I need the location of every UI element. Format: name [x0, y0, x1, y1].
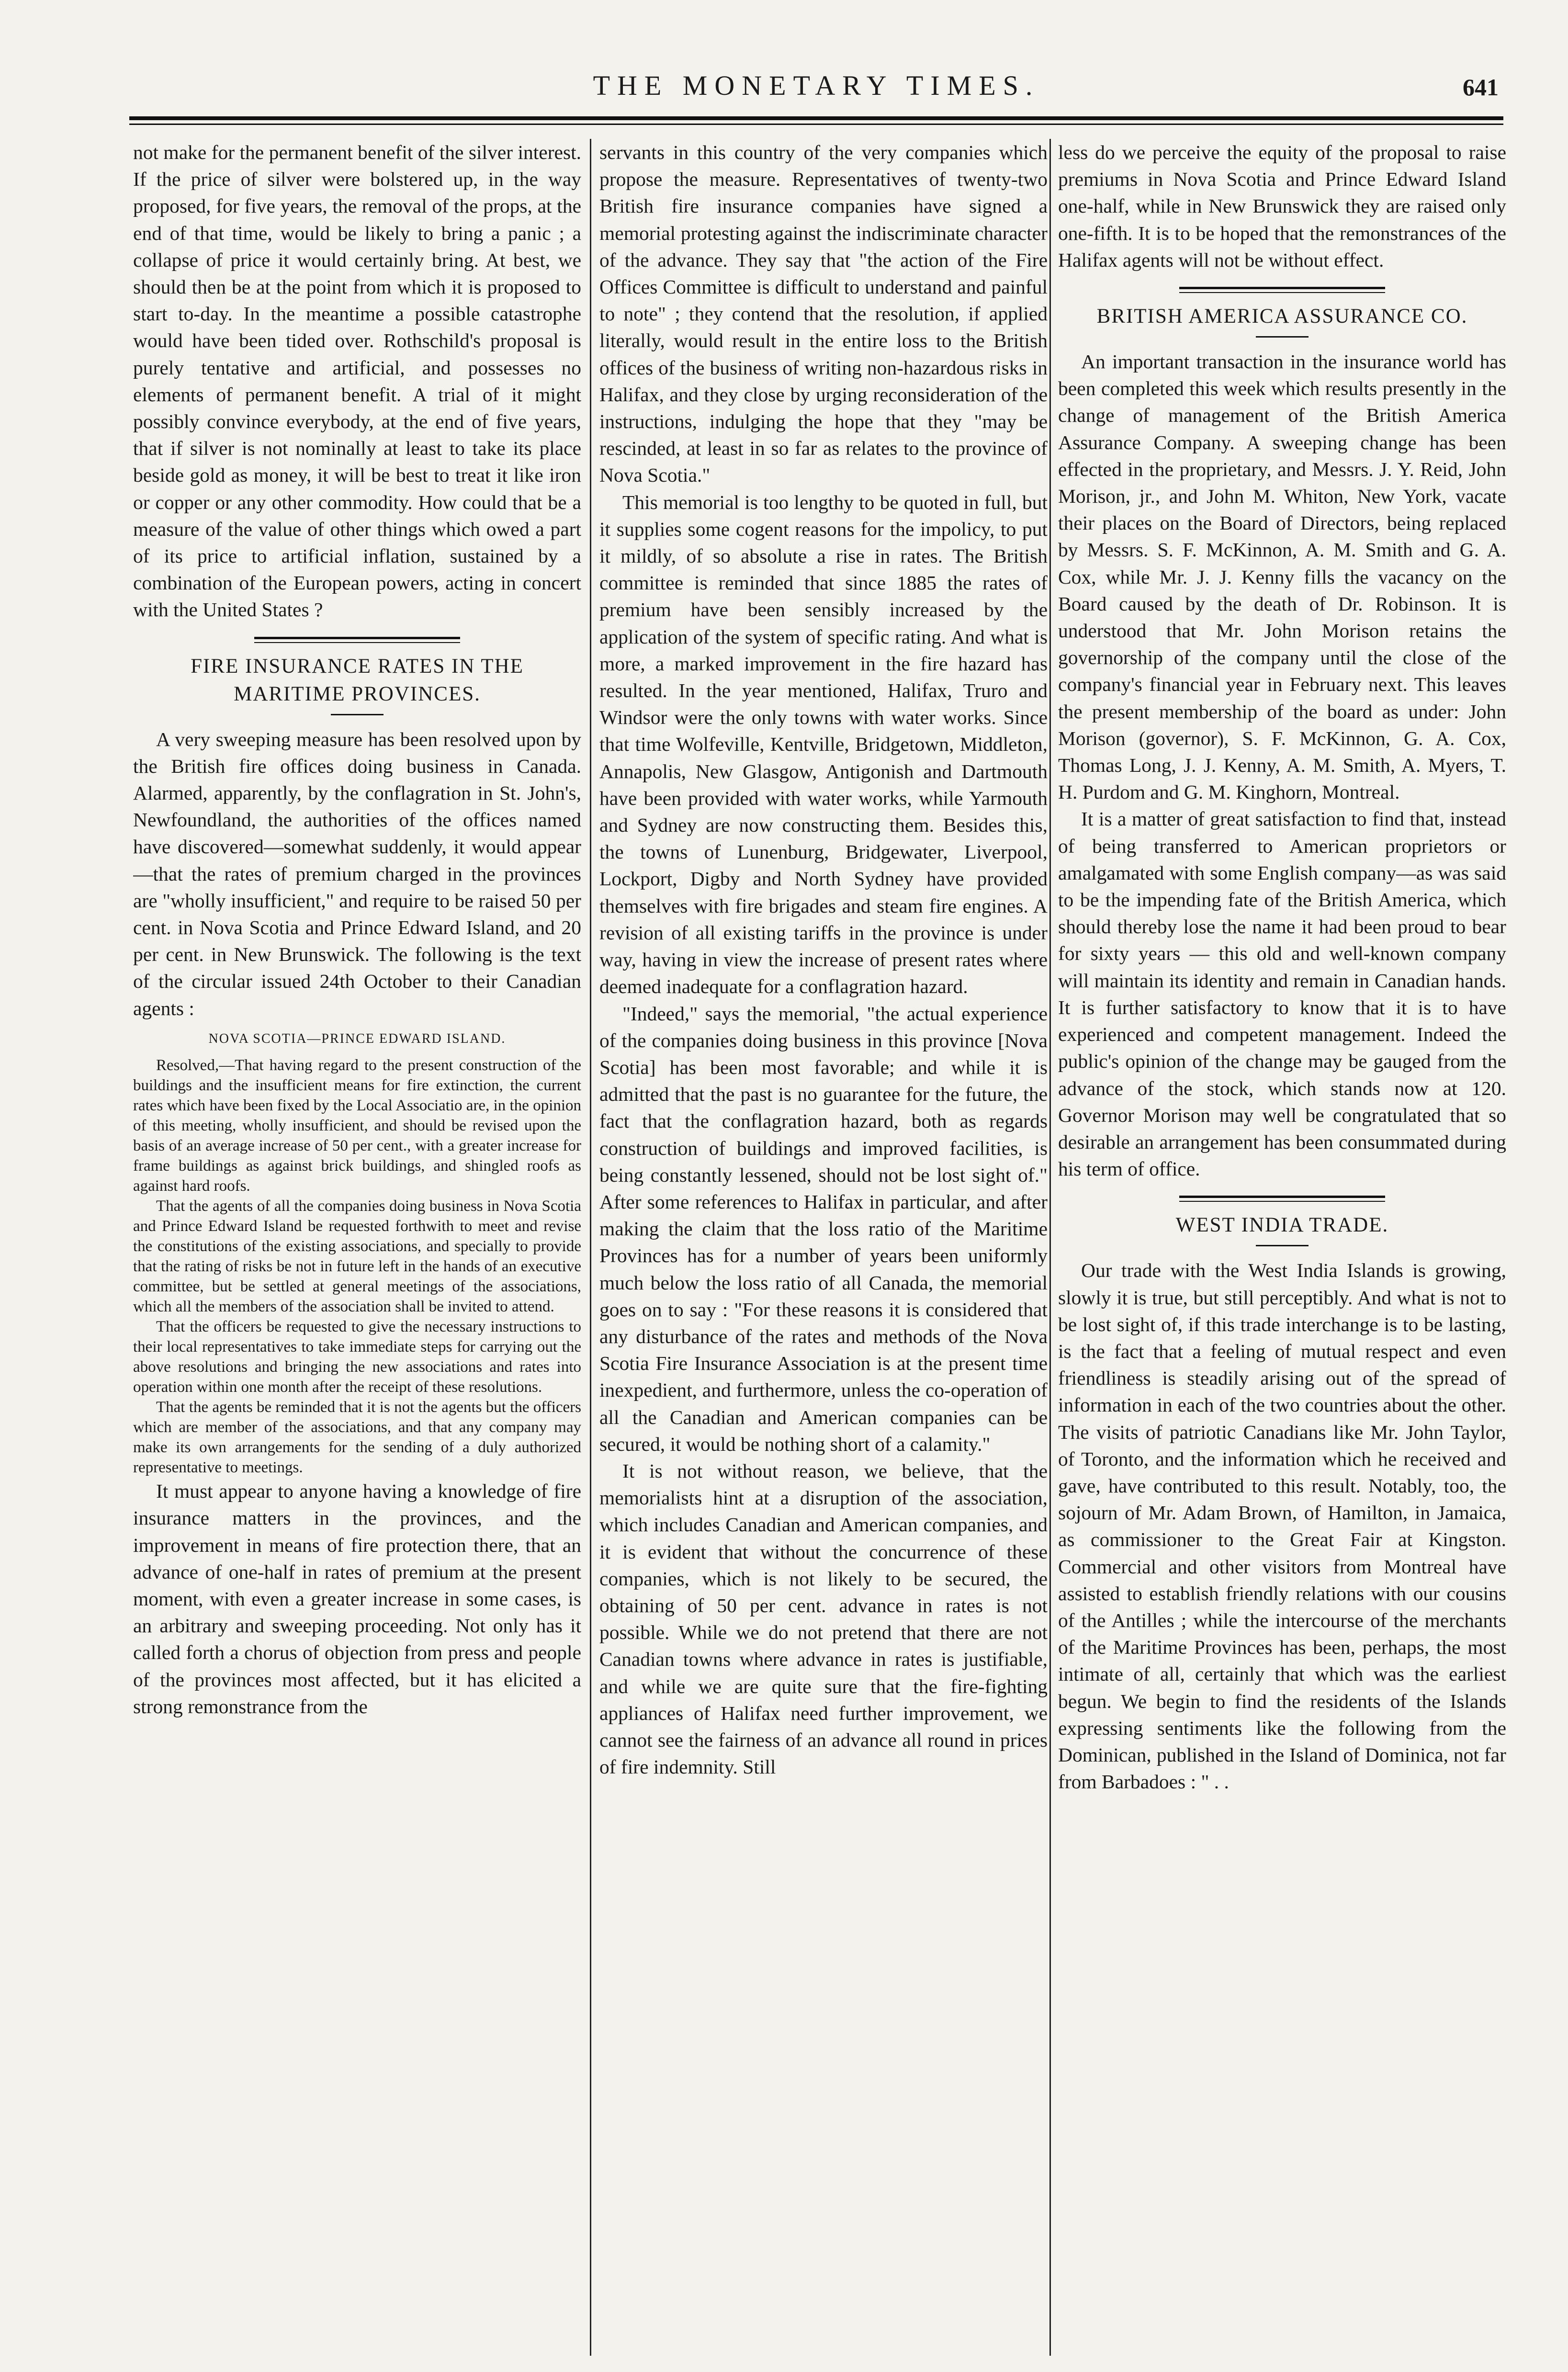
paragraph: It must appear to anyone having a knowledge of fire insurance matters in the provinces, and the improvement in means of fire protection there, that an advance of one-half in rates of premium at the present moment, with even a greater increase in some cases, is an arbitrary and sweeping proceeding. Not only has it called forth a chorus of objection from press and people of the provinces most affected, but it has elicited a strong remonstrance from the — [133, 1480, 581, 1717]
page-number: 641 — [1463, 74, 1499, 101]
column-separator — [1049, 139, 1051, 2356]
heading-rule — [331, 714, 384, 715]
header-rule — [129, 116, 1503, 120]
article-heading-west-india: WEST INDIA TRADE. — [1175, 1214, 1389, 1237]
section-divider — [1179, 287, 1386, 293]
paragraph: not make for the permanent benefit of the silver interest. If the price of silver were bolstered up, in the way proposed, for five years, the removal of the props, at the end of that time, would be likely to bring a panic ; a collapse of price it would certainly bring. At best, we should then be at the point from which it is proposed to start to-day. In the meantime a possible catastrophe would have been tided over. Rothschild's proposal is purely tentative and artificial, and possesses no elements of permanent benefit. A trial of it might possibly convince everybody, at the end of five years, that if silver is not nominally at least to take its place beside gold as money, it will be best to treat it like iron or copper or any other commodity. How could that be a measure of the value of other things which owed a part of its price to artificial inflation, sustained by a combination of the European powers, acting in concert with the United States ? — [133, 141, 581, 621]
resolution-paragraph: Resolved,—That having regard to the present construction of the buildings and the insufficient means for fire extinction, the current rates which have been fixed by the Local Associatio are, in the opinion of this meeting, wholly insufficient, and should be revised upon the basis of an average increase of 50 per cent., with a greater increase for frame buildings as against brick buildings, and shingled roofs as against hard roofs. — [133, 1057, 581, 1195]
page-header — [129, 69, 1503, 122]
heading-rule — [1256, 336, 1309, 338]
column-2 — [599, 139, 1048, 2356]
paragraph: less do we perceive the equity of the proposal to raise premiums in Nova Scotia and Prince Edward Island one-half, while in New Brunswick they are raised only one-fifth. It is to be hoped that the remonstrances of the Halifax agents will not be without effect. — [1058, 141, 1506, 271]
paragraph: servants in this country of the very companies which propose the measure. Representatives of twenty-two British fire insurance companies have signed a memorial protesting against the indiscriminate character of the advance. They say that "the action of the Fire Offices Committee is difficult to understand and painful to note" ; they contend that the resolution, if applied literally, would result in the entire loss to the British offices of the business of writing non-hazardous risks in Halifax, and they close by urging reconsideration of the instructions, indulging the hope that they "may be rescinded, at least in so far as relates to the province of Nova Scotia." — [599, 141, 1048, 486]
resolution-paragraph: That the agents be reminded that it is not the agents but the officers which are member of the associations, and that any company may make its own arrangements for the sending of a duly authorized representative to meetings. — [133, 1399, 581, 1477]
heading-rule — [1256, 1245, 1309, 1246]
section-divider — [1179, 1196, 1386, 1202]
column-1 — [133, 139, 581, 2356]
resolution-heading: NOVA SCOTIA—PRINCE EDWARD ISLAND. — [208, 1031, 506, 1046]
column-3 — [1058, 139, 1506, 2356]
paragraph: A very sweeping measure has been resolved upon by the British fire offices doing business in Canada. Alarmed, apparently, by the conflagration in St. John's, Newfoundland, the authorities of the offices named have discovered—somewhat suddenly, it would appear—that the rates of premium charged in the provinces are "wholly insufficient," and require to be raised 50 per cent. in Nova Scotia and Prince Edward Island, and 20 per cent. in New Brunswick. The following is the text of the circular issued 24th October to their Canadian agents : — [133, 728, 581, 1019]
masthead-title: THE MONETARY TIMES. — [593, 70, 1040, 101]
column-separator — [590, 139, 591, 2356]
article-heading-fire-insurance: FIRE INSURANCE RATES IN THE MARITIME PROVINCES. — [191, 655, 524, 705]
article-heading-british-america: BRITISH AMERICA ASSURANCE CO. — [1096, 305, 1468, 328]
resolution-paragraph: That the agents of all the companies doing business in Nova Scotia and Prince Edward Island be requested forthwith to meet and revise the constitutions of the existing associations, and specially to provide that the rating of risks be not in future left in the hands of an executive committee, but be settled at general meetings of the associations, which all the members of the association shall be invited to attend. — [133, 1197, 581, 1316]
paragraph: It is a matter of great satisfaction to find that, instead of being transferred to American proprietors or amalgamated with some English company—as was said to be the impending fate of the British America, which should thereby lose the name it had been proud to bear for sixty years — this old and well-known company will maintain its identity and remain in Canadian hands. It is further satisfactory to know that it is to have experienced and competent management. Indeed the public's opinion of the change may be gauged from the advance of the stock, which stands now at 120. Governor Morison may well be congratulated that so desirable an arrangement has been consummated during his term of office. — [1058, 808, 1506, 1180]
paragraph: "Indeed," says the memorial, "the actual experience of the companies doing business in this province [Nova Scotia] has been most favorable; and while it is admitted that the past is no guarantee for the future, the fact that the conflagration hazard, both as regards construction of buildings and improved facilities, is being constantly lessened, should not be lost sight of." After some references to Halifax in particular, and after making the claim that the loss ratio of the Maritime Provinces has for a number of years been uniformly much below the loss ratio of all Canada, the memorial goes on to say : "For these reasons it is considered that any disturbance of the rates and methods of the Nova Scotia Fire Insurance Association is at the present time inexpedient, and furthermore, unless the co-operation of all the Canadian and American companies can be secured, it would be nothing short of a calamity." — [599, 1002, 1048, 1455]
header-rule-thin — [129, 124, 1503, 125]
section-divider — [254, 637, 461, 643]
resolution-paragraph: That the officers be requested to give the necessary instructions to their local representatives to take immediate steps for carrying out the above resolutions and bringing the new associations and rates into operation within one month after the receipt of these resolutions. — [133, 1318, 581, 1396]
paragraph: Our trade with the West India Islands is growing, slowly it is true, but still perceptibly. And what is not to be lost sight of, if this trade interchange is to be lasting, is the fact that a feeling of mutual respect and even friendliness is steadily arising out of the spread of information in each of the two countries about the other. The visits of patriotic Canadians like Mr. John Taylor, of Toronto, and the information which he received and gave, have contributed to this result. Notably, too, the sojourn of Mr. Adam Brown, of Hamilton, in Jamaica, as commissioner to the Great Fair at Kingston. Commercial and other visitors from Montreal have assisted to establish friendly relations with our cousins of the Antilles ; while the intercourse of the merchants of the Maritime Provinces has been, perhaps, the most intimate of all, certainly that which was the earliest begun. We begin to find the residents of the Islands expressing sentiments like the following from the Dominican, published in the Island of Dominica, not far from Barbadoes : " . . — [1058, 1259, 1506, 1793]
paragraph: This memorial is too lengthy to be quoted in full, but it supplies some cogent reasons for the impolicy, to put it mildly, of so absolute a rise in rates. The British committee is reminded that since 1885 the rates of premium have been sensibly increased by the application of the system of specific rating. And what is more, a marked improvement in the fire hazard has resulted. In the year mentioned, Halifax, Truro and Windsor were the only towns with water works. Since that time Wolfeville, Kentville, Bridgetown, Middleton, Annapolis, New Glasgow, Antigonish and Dartmouth have been provided with water works, while Yarmouth and Sydney are now constructing them. Besides this, the towns of Lunenburg, Bridgewater, Liverpool, Lockport, Digby and North Sydney have provided themselves with fire brigades and steam fire engines. A revision of all existing tariffs in the province is under way, having in view the increase of present rates where deemed inadequate for a conflagration hazard. — [599, 491, 1048, 998]
paragraph: An important transaction in the insurance world has been completed this week which results presently in the change of management of the British America Assurance Company. A sweeping change has been effected in the proprietary, and Messrs. J. Y. Reid, John Morison, jr., and John M. Whiton, New York, vacate their places on the Board of Directors, being replaced by Messrs. S. F. McKinnon, A. M. Smith and G. A. Cox, while Mr. J. J. Kenny fills the vacancy on the Board caused by the death of Dr. Robinson. It is understood that Mr. John Morison retains the governorship of the company until the close of the company's financial year in February next. This leaves the present membership of the board as under: John Morison (governor), S. F. McKinnon, G. A. Cox, Thomas Long, J. J. Kenny, A. M. Smith, A. Myers, T. H. Purdom and G. M. Kinghorn, Montreal. — [1058, 350, 1506, 803]
paragraph: It is not without reason, we believe, that the memorialists hint at a disruption of the association, which includes Canadian and American companies, and it is evident that without the concurrence of these companies, which is not likely to be secured, the obtaining of 50 per cent. advance in rates is not possible. While we do not pretend that there are not Canadian towns where advance in rates is justifiable, and while we are quite sure that the fire-fighting appliances of Halifax need further improvement, we cannot see the fairness of an advance all round in prices of fire indemnity. Still — [599, 1459, 1048, 1778]
